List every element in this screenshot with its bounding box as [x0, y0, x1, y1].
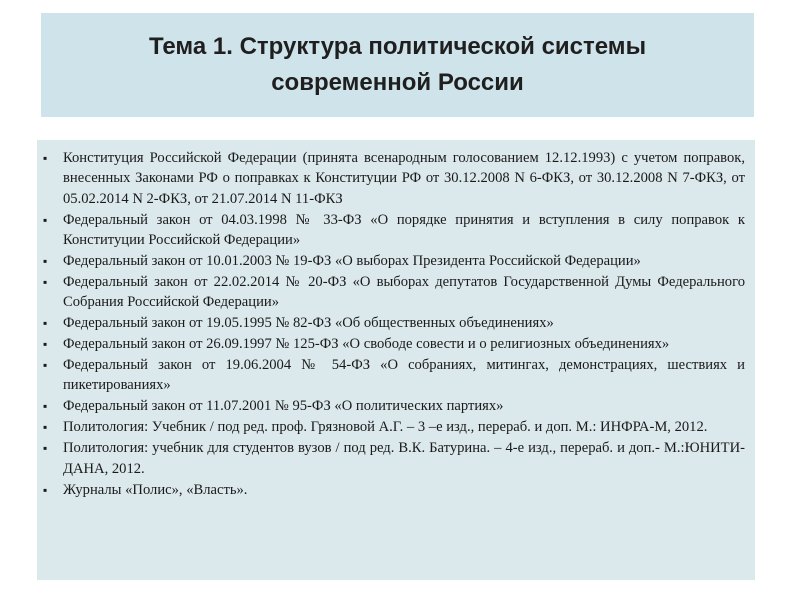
list-item: [43, 438, 745, 479]
list-item: [43, 251, 745, 271]
list-item: [43, 334, 745, 354]
square-bullet-icon: ▪: [43, 254, 48, 269]
reference-text: Федеральный закон от 04.03.1998 № 33-ФЗ «О порядке принятия и вступления в силу поправок к Конституции Российской Федерации»: [63, 211, 745, 249]
list-item: [43, 148, 745, 209]
list-item: [43, 210, 745, 251]
reference-text: Политология: Учебник / под ред. проф. Грязновой А.Г. – 3 –е изд., перераб. и доп. М.: ИНФРА-М, 2012.: [63, 419, 708, 436]
reference-text: Федеральный закон от 11.07.2001 № 95-ФЗ «О политических партиях»: [63, 398, 504, 415]
list-item: [43, 313, 745, 333]
slide-title: Тема 1. Структура политической системы современной России: [148, 33, 647, 96]
references-panel: [37, 140, 755, 580]
list-item: [43, 355, 745, 396]
reference-text: Федеральный закон от 26.09.1997 № 125-ФЗ «О свободе совести и о религиозных объединениях»: [63, 336, 670, 353]
square-bullet-icon: ▪: [43, 358, 48, 373]
reference-text: Федеральный закон от 10.01.2003 № 19-ФЗ «О выборах Президента Российской Федерации»: [63, 253, 641, 270]
reference-text: Журналы «Полис», «Власть».: [63, 481, 248, 498]
references-list: [43, 148, 745, 500]
square-bullet-icon: ▪: [43, 337, 48, 352]
reference-text: Федеральный закон от 19.06.2004 № 54-ФЗ «О собраниях, митингах, демонстрациях, шествиях и пикетированиях»: [63, 357, 745, 394]
square-bullet-icon: ▪: [43, 212, 48, 227]
square-bullet-icon: ▪: [43, 399, 48, 414]
reference-text: Федеральный закон от 19.05.1995 № 82-ФЗ «Об общественных объединениях»: [63, 315, 554, 332]
list-item: [43, 396, 745, 416]
square-bullet-icon: ▪: [43, 316, 48, 331]
list-item: [43, 480, 745, 500]
title-banner: [41, 13, 754, 117]
square-bullet-icon: ▪: [43, 420, 48, 435]
square-bullet-icon: ▪: [43, 151, 48, 165]
reference-text: Федеральный закон от 22.02.2014 № 20-ФЗ «О выборах депутатов Государственной Думы Федерального Собрания Российской Федерации»: [63, 273, 745, 311]
reference-text: Политология: учебник для студентов вузов / под ред. В.К. Батурина. – 4-е изд., перераб. и доп.- М.:ЮНИТИ-ДАНА, 2012.: [63, 440, 745, 477]
list-item: [43, 272, 745, 313]
list-item: [43, 417, 745, 437]
square-bullet-icon: ▪: [43, 441, 48, 456]
square-bullet-icon: ▪: [43, 274, 48, 289]
reference-text: Конституция Российской Федерации (принята всенародным голосованием 12.12.1993) с учетом поправок, внесенных Законами РФ о поправках к Конституции РФ от 30.12.2008 N 6-ФКЗ, от 30.12.2008 N 7-ФКЗ, от 05.02.2014 N 2-ФКЗ, от 21.07.2014 N 11-ФКЗ: [63, 150, 745, 207]
square-bullet-icon: ▪: [43, 482, 48, 497]
